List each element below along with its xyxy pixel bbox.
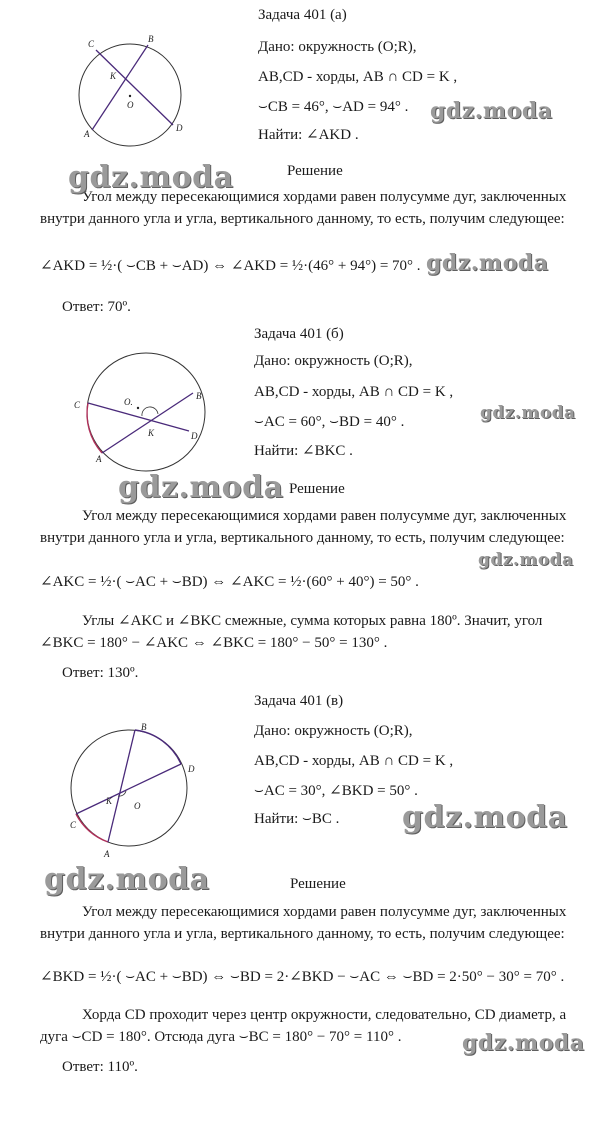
- chord-ab: [108, 730, 135, 842]
- problem-c-extra: Хорда CD проходит через центр окружности, следовательно, CD диаметр, а дуга ⌣CD = 180°. Отсюда дуга ⌣BC = 180° − 70° = 110° .: [40, 1007, 567, 1045]
- center-point: [129, 95, 131, 97]
- problem-a-formula: ∠AKD = ½·( ⌣CB + ⌣AD) ⇔ ∠AKD = ½·(46° + 94°) = 70° .: [40, 258, 421, 274]
- watermark: gdz.moda: [426, 250, 549, 276]
- problem-a-text: Угол между пересекающимися хордами равен полусумме дуг, заключенных внутри данного угла и угла, вертикального данному, то есть, получим следующее:: [40, 189, 567, 227]
- problem-a-given-3: ⌣CB = 46°, ⌣AD = 94° .: [258, 99, 409, 115]
- watermark: gdz.moda: [480, 403, 576, 423]
- problem-c-given-1: Дано: окружность (O;R),: [254, 723, 413, 739]
- watermark: gdz.moda: [118, 470, 284, 505]
- watermark: gdz.moda: [402, 800, 568, 835]
- watermark: gdz.moda: [44, 862, 210, 897]
- problem-c-figure: [68, 718, 193, 860]
- label-b: B: [148, 34, 154, 44]
- problem-b-text: Угол между пересекающимися хордами равен полусумме дуг, заключенных внутри данного угла и угла, вертикального данному, то есть, получим следующее:: [40, 508, 567, 546]
- problem-c-given-3: ⌣AC = 30°, ∠BKD = 50° .: [254, 783, 418, 799]
- problem-b-given-1: Дано: окружность (O;R),: [254, 353, 413, 369]
- problem-c-formula: ∠BKD = ½·( ⌣AC + ⌣BD) ⇔ ⌣BD = 2·∠BKD − ⌣AC ⇔ ⌣BD = 2·50° − 30° = 70° .: [40, 969, 565, 985]
- problem-a-find: Найти: ∠AKD .: [258, 127, 359, 143]
- problem-b-figure: [72, 352, 222, 472]
- label-d: D: [176, 123, 183, 133]
- watermark: gdz.moda: [462, 1030, 585, 1056]
- label-k: K: [110, 71, 117, 81]
- problem-c-title: Задача 401 (в): [254, 693, 344, 709]
- label-o: O: [134, 801, 141, 811]
- label-a: A: [84, 129, 90, 139]
- problem-b-extra: Углы ∠AKC и ∠BKC смежные, сумма которых равна 180º. Значит, угол ∠BKC = 180° − ∠AKC ⇔ ∠BKC = 180° − 50° = 130° .: [40, 613, 543, 651]
- arc-ac: [87, 403, 102, 453]
- problem-c-solution-heading: Решение: [290, 876, 346, 892]
- problem-b-formula: ∠AKC = ½·( ⌣AC + ⌣BD) ⇔ ∠AKC = ½·(60° + 40°) = 50° .: [40, 574, 419, 590]
- label-d: D: [191, 431, 198, 441]
- problem-c-given-2: AB,CD - хорды, AB ∩ CD = K ,: [254, 753, 454, 769]
- problem-b-answer: Ответ: 130º.: [62, 665, 139, 681]
- label-a: A: [104, 849, 110, 859]
- chord-ab: [92, 45, 148, 130]
- problem-a-given-2: AB,CD - хорды, AB ∩ CD = K ,: [258, 69, 458, 85]
- problem-b-given-2: AB,CD - хорды, AB ∩ CD = K ,: [254, 384, 454, 400]
- arc-ac: [76, 814, 108, 842]
- problem-a-answer: Ответ: 70º.: [62, 299, 131, 315]
- chord-cd: [96, 50, 173, 125]
- watermark: gdz.moda: [430, 98, 553, 124]
- problem-b-title: Задача 401 (б): [254, 326, 344, 342]
- label-o: O.: [124, 397, 133, 407]
- label-k: K: [106, 796, 113, 806]
- problem-a-given-1: Дано: окружность (O;R),: [258, 39, 417, 55]
- label-c: C: [70, 820, 77, 830]
- problem-b-given-3: ⌣AC = 60°, ⌣BD = 40° .: [254, 414, 405, 430]
- problem-a-solution-heading: Решение: [287, 163, 343, 179]
- watermark: gdz.moda: [478, 550, 574, 570]
- label-c: C: [74, 400, 81, 410]
- label-o: O: [127, 100, 134, 110]
- arc-bd: [135, 730, 181, 764]
- watermark: gdz.moda: [68, 160, 234, 195]
- label-b: B: [196, 391, 202, 401]
- problem-c-answer: Ответ: 110º.: [62, 1059, 138, 1075]
- label-k: K: [148, 428, 155, 438]
- label-a: A: [96, 454, 102, 464]
- problem-c-find: Найти: ⌣BC .: [254, 811, 340, 827]
- label-c: C: [88, 39, 95, 49]
- problem-a-figure: [72, 30, 192, 145]
- chord-cd: [76, 764, 181, 814]
- label-b: B: [141, 722, 147, 732]
- chord-ab: [102, 393, 193, 453]
- label-d: D: [188, 764, 195, 774]
- problem-a-title: Задача 401 (а): [258, 7, 347, 23]
- problem-c-text: Угол между пересекающимися хордами равен полусумме дуг, заключенных внутри данного угла и угла, вертикального данному, то есть, получим следующее:: [40, 904, 567, 942]
- problem-b-solution-heading: Решение: [289, 481, 345, 497]
- problem-b-find: Найти: ∠BKC .: [254, 443, 353, 459]
